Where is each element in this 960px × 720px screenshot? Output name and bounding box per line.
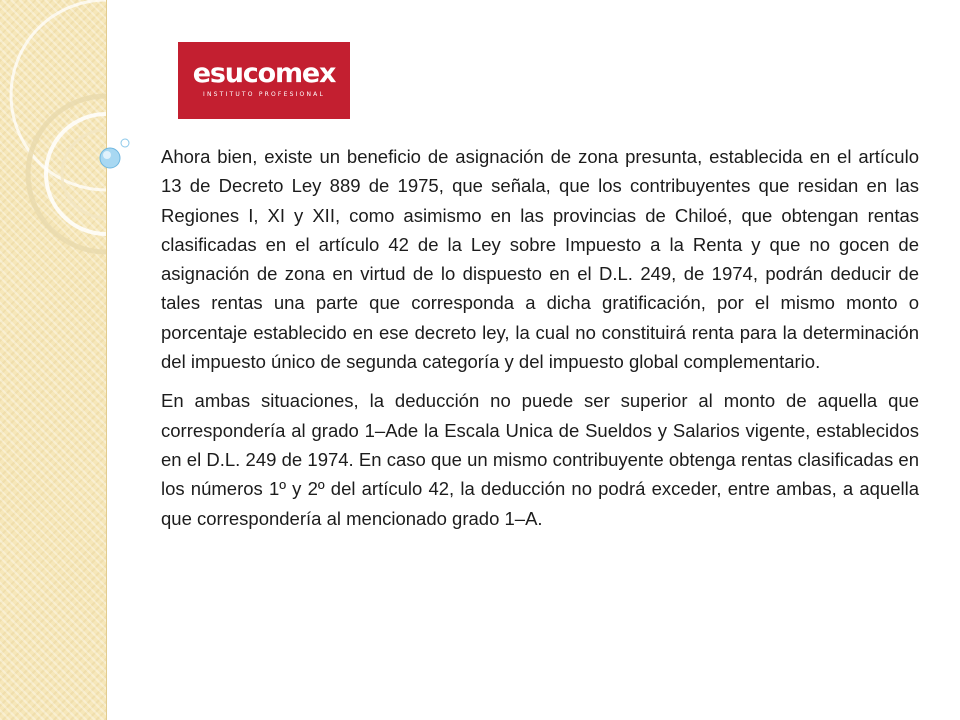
logo-tagline: INSTITUTO PROFESIONAL xyxy=(202,91,326,98)
bubble-large xyxy=(100,148,120,168)
slide-body xyxy=(161,142,919,543)
paragraph-deduccion: En ambas situaciones, la deducción no puede ser superior al monto de aquella que correspondería al grado 1–Ade la Escala Unica de Sueldos y Salarios vigente, establecidos en el D.L. 249 de 1974. En caso que un mismo contribuyente obtenga rentas clasificadas en los números 1º y 2º del artículo 42, la deducción no podrá exceder, entre ambas, a aquella que correspondería al mencionado grado 1–A. xyxy=(161,390,919,529)
paragraph-zona-presunta: Ahora bien, existe un beneficio de asignación de zona presunta, establecida en el artículo 13 de Decreto Ley 889 de 1975, que señala, que los contribuyentes que residan en las Regiones I, XI y XII, como asimismo en las provincias de Chiloé, que obtengan rentas clasificadas en el artículo 42 de la Ley sobre Impuesto a la Renta y que no gocen de asignación de zona en virtud de lo dispuesto en el D.L. 249, de 1974, podrán deducir de tales rentas una parte que corresponda a dicha gratificación, por el mismo monto o porcentaje establecido en ese decreto ley, la cual no constituirá renta para la determinación del impuesto único de segunda categoría y del impuesto global complementario. xyxy=(161,146,919,373)
logo-wordmark: esucomex xyxy=(192,58,336,89)
esucomex-logo xyxy=(178,42,350,119)
bubble-small xyxy=(121,139,129,147)
